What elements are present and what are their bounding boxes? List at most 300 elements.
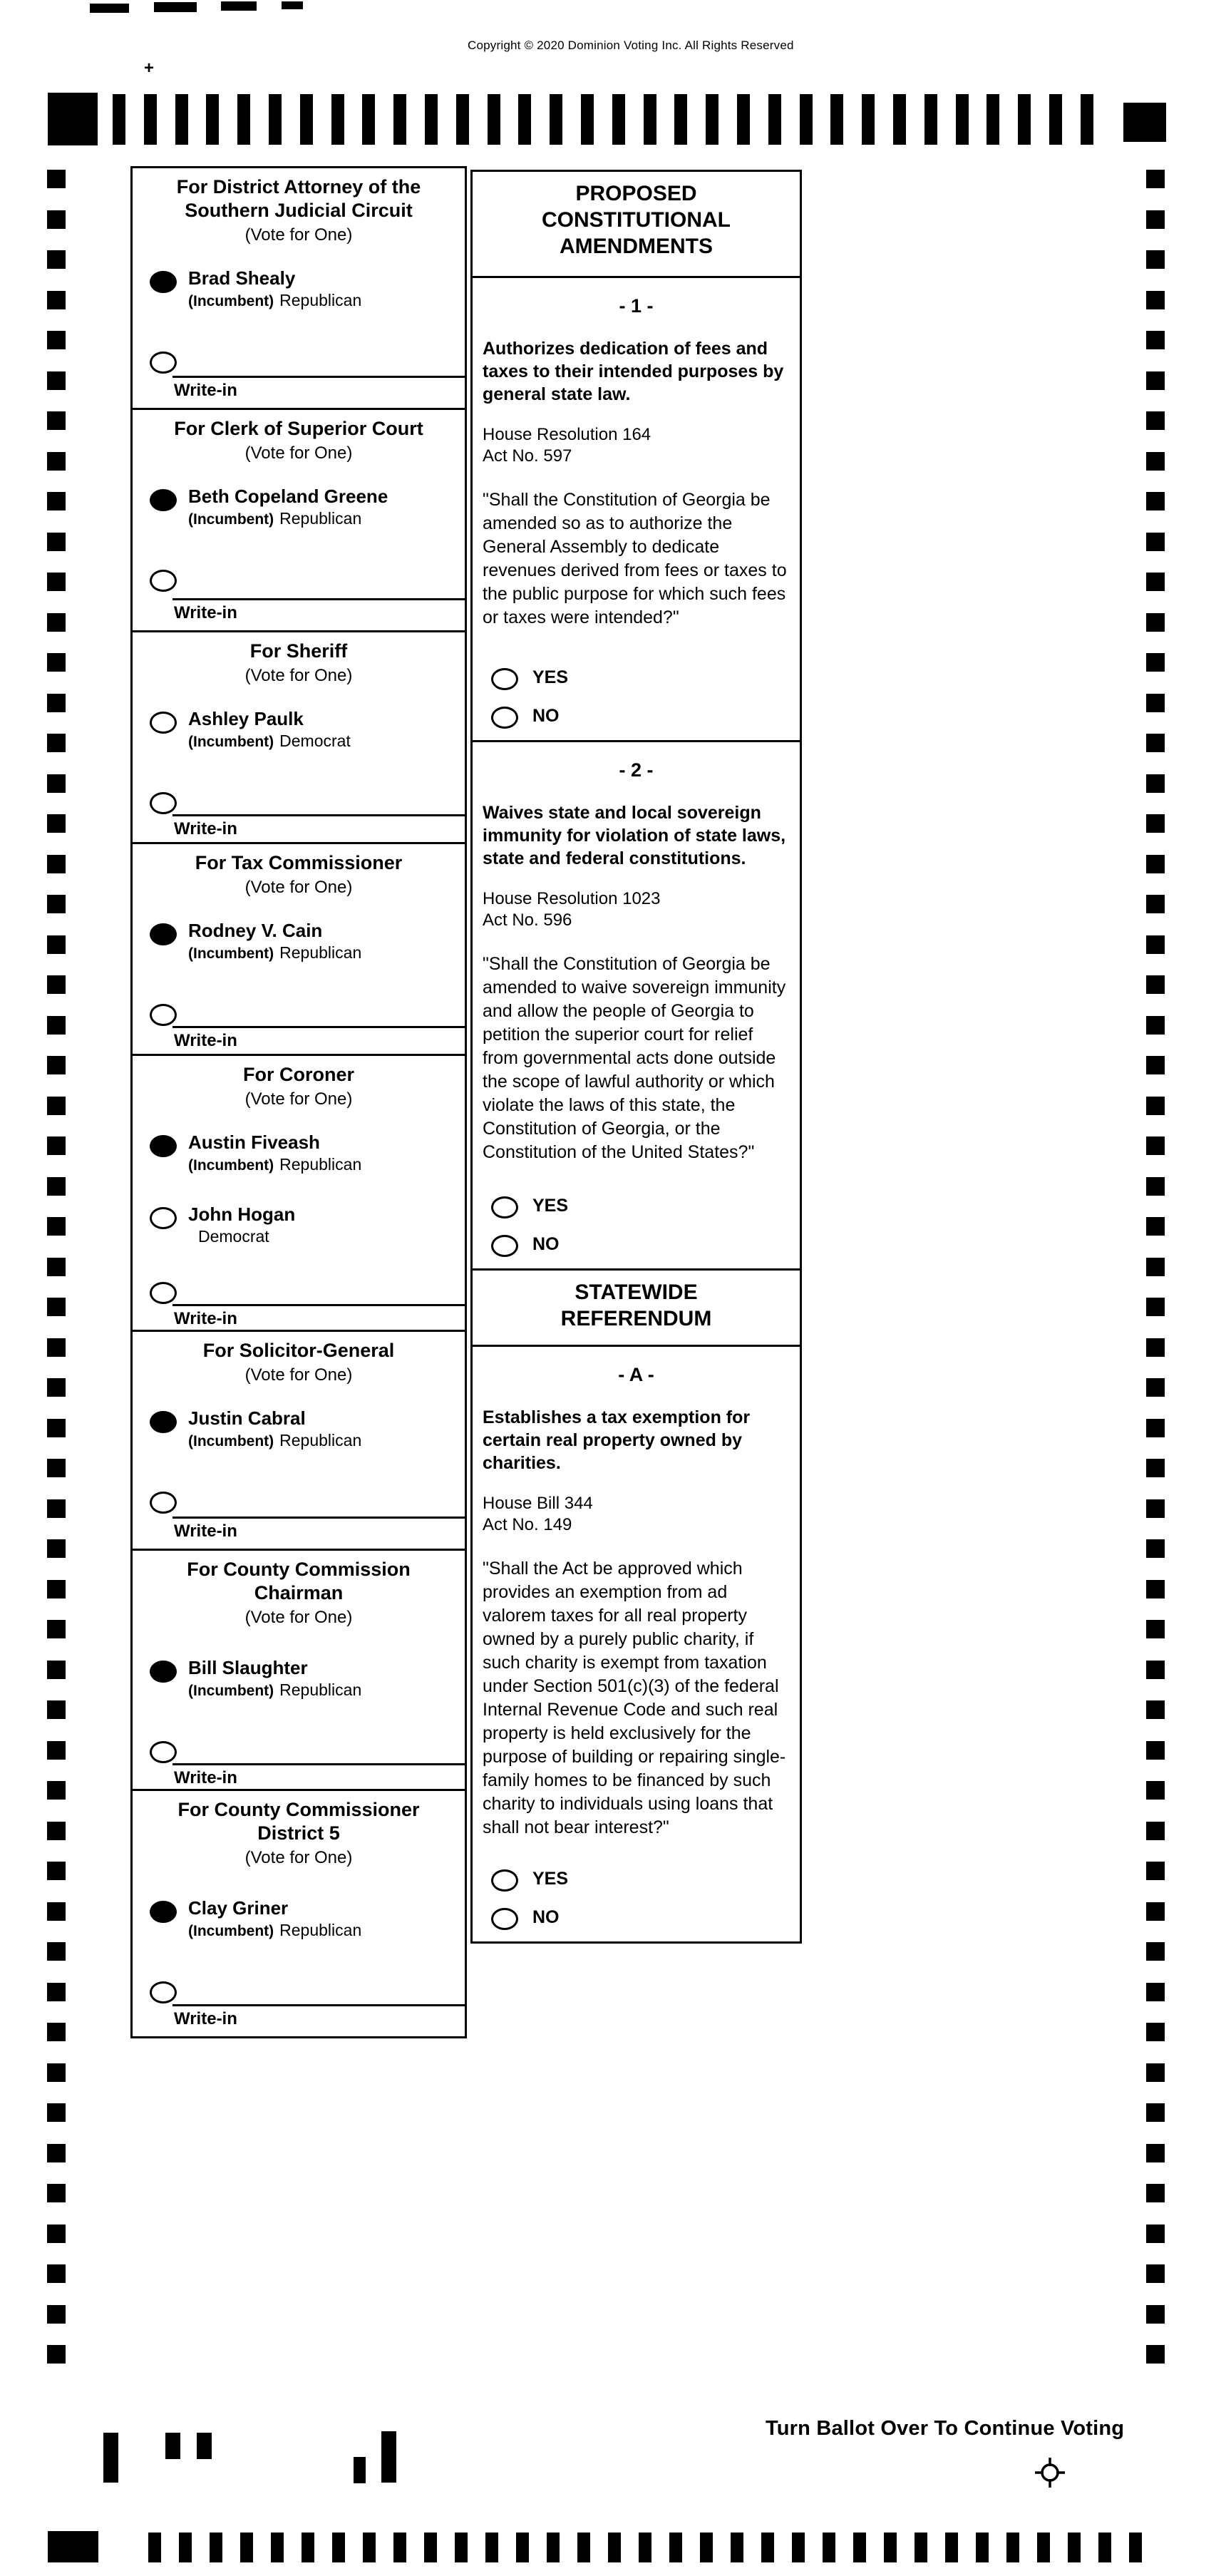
timing-mark <box>792 2533 805 2562</box>
timing-mark <box>47 291 66 309</box>
turn-ballot-over-text: Turn Ballot Over To Continue Voting <box>766 2417 1125 2440</box>
timing-mark <box>1146 1539 1165 1558</box>
timing-mark <box>862 94 875 145</box>
timing-mark <box>47 895 66 913</box>
timing-mark <box>47 1136 66 1155</box>
timing-mark <box>179 2533 192 2562</box>
measure-question: "Shall the Act be approved which provides an exemption from ad valorem taxes for all real property owned by a purely public charity, if such charity is exempt from taxation under Section 501(c)(3) of the federal Internal Revenue Code and such real property is held exclusively for the purpose of building or repairing single-family homes to be financed by such charity to individuals using loans that shall not bear interest?" <box>483 1559 786 1837</box>
no-option[interactable] <box>483 703 790 729</box>
timing-mark <box>1146 411 1165 430</box>
timing-mark <box>761 2533 774 2562</box>
filled-oval[interactable] <box>150 1411 177 1433</box>
timing-mark <box>47 2023 66 2041</box>
timing-mark <box>1146 573 1165 591</box>
timing-mark <box>47 170 66 188</box>
timing-mark <box>148 2533 161 2562</box>
timing-mark <box>455 2533 468 2562</box>
write-in-oval-row <box>133 1488 465 1514</box>
timing-mark <box>518 94 531 145</box>
timing-mark <box>47 1499 66 1518</box>
yes-option[interactable] <box>483 1193 790 1218</box>
measure-referendum-a <box>470 1345 802 1944</box>
candidate-party <box>188 943 361 963</box>
candidate-row <box>133 1132 465 1175</box>
filled-oval[interactable] <box>150 1901 177 1923</box>
timing-mark <box>577 2533 590 2562</box>
empty-oval[interactable] <box>150 792 177 814</box>
contest-title: District 5 <box>257 1822 340 1844</box>
empty-oval[interactable] <box>150 1282 177 1304</box>
scan-artifact <box>90 4 129 13</box>
timing-mark <box>956 94 969 145</box>
timing-mark <box>1146 1136 1165 1155</box>
timing-mark <box>47 774 66 793</box>
candidate-party <box>188 1431 361 1451</box>
copyright-line: Copyright © 2020 Dominion Voting Inc. All Rights Reserved <box>468 39 794 52</box>
timing-mark <box>47 331 66 349</box>
contest-county-commission-chairman <box>130 1549 467 1791</box>
measure-summary: Authorizes dedication of fees and taxes to their intended purposes by general state law. <box>483 339 784 404</box>
timing-mark <box>47 2063 66 2082</box>
barcode-bar <box>197 2433 212 2459</box>
timing-mark <box>1146 1580 1165 1599</box>
party-label: Republican <box>279 1680 362 1699</box>
contest-title: For District Attorney of the <box>176 176 421 197</box>
timing-mark <box>47 2264 66 2283</box>
timing-mark <box>47 1258 66 1276</box>
header-line: AMENDMENTS <box>560 235 713 258</box>
contest-title: For Coroner <box>242 1064 354 1085</box>
timing-mark <box>1146 1661 1165 1679</box>
timing-mark <box>1146 1258 1165 1276</box>
reference-line: Act No. 596 <box>483 910 572 930</box>
empty-oval[interactable] <box>150 1741 177 1763</box>
filled-oval[interactable] <box>150 271 177 293</box>
incumbent-label: (Incumbent) <box>188 734 274 750</box>
timing-mark <box>47 1097 66 1115</box>
contest-header <box>133 844 465 898</box>
contest-title: For Solicitor-General <box>202 1340 395 1361</box>
write-in-area[interactable] <box>172 1517 465 1549</box>
measure-amendment-2 <box>470 740 802 1271</box>
vote-instruction: (Vote for One) <box>244 1848 353 1867</box>
measure-references <box>483 1493 790 1536</box>
timing-mark <box>1146 734 1165 752</box>
timing-mark <box>1129 2533 1142 2562</box>
timing-mark <box>47 1298 66 1316</box>
timing-mark <box>915 2533 927 2562</box>
timing-mark <box>639 2533 651 2562</box>
timing-mark <box>302 2533 314 2562</box>
timing-mark <box>47 2144 66 2162</box>
measure-vote-options <box>483 1180 790 1268</box>
empty-oval[interactable] <box>491 1908 518 1930</box>
candidate-info <box>188 920 361 963</box>
candidate-party <box>188 291 361 311</box>
filled-oval[interactable] <box>150 923 177 945</box>
timing-mark <box>269 94 282 145</box>
contest-header <box>133 168 465 246</box>
timing-mark <box>800 94 813 145</box>
candidate-name: Justin Cabral <box>188 1407 306 1429</box>
write-in-area[interactable] <box>172 814 465 846</box>
candidate-party <box>188 1227 295 1246</box>
registration-crosshair-icon <box>1033 2456 1067 2490</box>
incumbent-label: (Incumbent) <box>188 1433 274 1449</box>
timing-mark <box>456 94 469 145</box>
write-in-area[interactable] <box>172 598 465 630</box>
measure-references <box>483 888 790 931</box>
timing-mark <box>1146 1983 1165 2001</box>
timing-mark <box>47 653 66 672</box>
timing-mark <box>1146 653 1165 672</box>
timing-mark <box>731 2533 743 2562</box>
no-label: NO <box>532 1233 560 1254</box>
reference-line: House Resolution 1023 <box>483 889 661 908</box>
timing-mark <box>425 94 438 145</box>
timing-mark <box>47 2305 66 2324</box>
timing-mark <box>768 94 781 145</box>
timing-mark <box>47 1661 66 1679</box>
timing-mark <box>1018 94 1031 145</box>
timing-mark <box>1146 855 1165 873</box>
timing-mark <box>1098 2533 1111 2562</box>
party-label: Republican <box>279 1431 362 1449</box>
candidate-info <box>188 1657 361 1700</box>
contest-title: For County Commission <box>187 1559 411 1580</box>
no-option[interactable] <box>483 1231 790 1257</box>
timing-mark <box>332 2533 345 2562</box>
header-line: REFERENDUM <box>560 1307 712 1330</box>
measure-number: - A - <box>618 1364 654 1385</box>
yes-label: YES <box>532 1868 569 1889</box>
timing-mark <box>47 935 66 954</box>
measure-vote-options <box>483 1853 790 1941</box>
timing-mark <box>893 94 906 145</box>
timing-mark <box>1146 1700 1165 1719</box>
timing-mark <box>47 533 66 551</box>
timing-mark <box>1146 2023 1165 2041</box>
timing-mark <box>1146 2305 1165 2324</box>
timing-mark <box>47 855 66 873</box>
scan-artifact <box>221 1 257 11</box>
timing-mark <box>47 2225 66 2243</box>
timing-mark <box>1146 1862 1165 1880</box>
timing-block-top-right <box>1123 103 1166 142</box>
timing-mark <box>47 814 66 833</box>
measures-column <box>470 170 802 1944</box>
scan-artifact <box>154 2 197 12</box>
timing-mark <box>1146 291 1165 309</box>
reference-line: Act No. 597 <box>483 446 572 466</box>
timing-mark <box>1146 1097 1165 1115</box>
timing-mark <box>1146 694 1165 712</box>
candidate-row <box>133 1657 465 1700</box>
timing-mark <box>823 2533 835 2562</box>
empty-oval[interactable] <box>150 1207 177 1229</box>
no-option[interactable] <box>483 1904 790 1930</box>
empty-oval[interactable] <box>150 570 177 592</box>
candidate-name: John Hogan <box>188 1204 296 1225</box>
timing-mark <box>363 2533 376 2562</box>
empty-oval[interactable] <box>150 1981 177 2003</box>
measure-summary: Establishes a tax exemption for certain real property owned by charities. <box>483 1407 751 1473</box>
contest-solicitor-general <box>130 1330 467 1551</box>
write-in-label: Write-in <box>174 1309 237 1328</box>
contest-header <box>133 1791 465 1869</box>
timing-mark <box>47 1781 66 1800</box>
timing-mark <box>47 1700 66 1719</box>
measure-amendment-1 <box>470 276 802 742</box>
timing-mark <box>853 2533 866 2562</box>
candidate-party <box>188 1155 361 1175</box>
candidate-row <box>133 1204 465 1246</box>
filled-oval[interactable] <box>150 1135 177 1157</box>
timing-mark <box>1146 1781 1165 1800</box>
party-label: Republican <box>279 291 362 309</box>
timing-mark <box>1146 371 1165 390</box>
contest-sheriff <box>130 630 467 844</box>
timing-block-bottom-left <box>48 2531 98 2562</box>
empty-oval[interactable] <box>150 1492 177 1514</box>
write-in-label: Write-in <box>174 1768 237 1787</box>
timing-mark <box>47 371 66 390</box>
timing-mark <box>485 2533 498 2562</box>
contest-title: For Tax Commissioner <box>195 852 403 873</box>
measure-summary: Waives state and local sovereign immunity for violation of state laws, state and federal constitutions. <box>483 803 786 868</box>
contest-clerk-superior-court <box>130 408 467 632</box>
write-in-label: Write-in <box>174 381 237 400</box>
empty-oval[interactable] <box>150 351 177 374</box>
candidate-name: Brad Shealy <box>188 267 296 289</box>
candidate-name: Austin Fiveash <box>188 1132 320 1153</box>
contest-header <box>133 632 465 687</box>
vote-instruction: (Vote for One) <box>244 1608 353 1627</box>
candidate-name: Bill Slaughter <box>188 1657 308 1678</box>
write-in-oval-row <box>133 1000 465 1026</box>
timing-mark <box>47 975 66 994</box>
candidate-row <box>133 267 465 311</box>
timing-mark <box>47 1741 66 1760</box>
timing-mark <box>1146 975 1165 994</box>
timing-mark <box>581 94 594 145</box>
plus-registration-mark: + <box>144 58 155 78</box>
yes-option[interactable] <box>483 1866 790 1892</box>
contest-header <box>133 1551 465 1628</box>
measure-question: "Shall the Constitution of Georgia be amended so as to authorize the General Assembly to dedicate revenues derived from fees or taxes to the public purpose for which such fees or taxes were intended?" <box>483 490 787 627</box>
barcode-bar <box>165 2433 180 2459</box>
timing-mark <box>47 1942 66 1961</box>
timing-mark <box>1146 1822 1165 1840</box>
timing-mark <box>362 94 375 145</box>
filled-oval[interactable] <box>150 489 177 511</box>
contest-district-attorney <box>130 166 467 410</box>
timing-mark <box>516 2533 529 2562</box>
timing-mark <box>331 94 344 145</box>
stub-number: 20 <box>381 2447 393 2459</box>
timing-mark <box>612 94 625 145</box>
timing-mark <box>1146 2264 1165 2283</box>
timing-mark <box>1146 331 1165 349</box>
timing-mark <box>47 1620 66 1638</box>
timing-mark <box>547 2533 560 2562</box>
timing-mark <box>113 94 125 145</box>
timing-mark <box>700 2533 713 2562</box>
write-in-label: Write-in <box>174 603 237 622</box>
timing-mark <box>424 2533 437 2562</box>
timing-mark <box>608 2533 621 2562</box>
barcode-bar <box>354 2457 366 2483</box>
candidate-name: Rodney V. Cain <box>188 920 323 941</box>
timing-mark <box>1146 1902 1165 1921</box>
timing-mark <box>737 94 750 145</box>
timing-mark <box>47 2184 66 2202</box>
timing-mark <box>1146 1016 1165 1035</box>
empty-oval[interactable] <box>150 1004 177 1026</box>
timing-mark <box>1146 1499 1165 1518</box>
timing-mark <box>47 210 66 229</box>
party-label: Republican <box>279 509 362 528</box>
contest-title: For Clerk of Superior Court <box>174 418 423 439</box>
candidate-row <box>133 1897 465 1941</box>
empty-oval[interactable] <box>491 1196 518 1218</box>
vote-instruction: (Vote for One) <box>244 878 353 897</box>
timing-mark <box>47 2103 66 2122</box>
candidate-name: Ashley Paulk <box>188 708 304 729</box>
timing-mark <box>237 94 250 145</box>
timing-mark <box>300 94 313 145</box>
measure-references <box>483 424 790 467</box>
header-line: PROPOSED <box>575 182 697 205</box>
write-in-oval-row <box>133 566 465 592</box>
empty-oval[interactable] <box>150 712 177 734</box>
vote-instruction: (Vote for One) <box>244 225 353 245</box>
write-in-oval-row <box>133 1278 465 1304</box>
vote-instruction: (Vote for One) <box>244 1089 353 1109</box>
timing-mark <box>1146 210 1165 229</box>
empty-oval[interactable] <box>491 668 518 690</box>
timing-mark <box>1081 94 1093 145</box>
timing-mark <box>47 2345 66 2364</box>
timing-mark <box>271 2533 284 2562</box>
timing-mark <box>47 1580 66 1599</box>
candidate-info <box>188 1204 295 1246</box>
timing-mark <box>1146 1338 1165 1357</box>
incumbent-label: (Incumbent) <box>188 945 274 962</box>
party-label: Republican <box>279 1921 362 1939</box>
timing-mark <box>674 94 687 145</box>
reference-line: Act No. 149 <box>483 1515 572 1534</box>
timing-mark <box>47 1378 66 1397</box>
timing-mark <box>1146 814 1165 833</box>
timing-mark <box>393 2533 406 2562</box>
timing-mark <box>1146 452 1165 471</box>
timing-mark <box>1146 774 1165 793</box>
timing-mark <box>210 2533 222 2562</box>
write-in-label: Write-in <box>174 1031 237 1050</box>
timing-mark <box>830 94 843 145</box>
contest-title: For Sheriff <box>249 640 348 662</box>
candidate-info <box>188 486 388 529</box>
timing-mark <box>1146 492 1165 510</box>
scan-artifact <box>282 1 303 9</box>
measure-number: - 1 - <box>619 295 654 317</box>
incumbent-label: (Incumbent) <box>188 511 274 528</box>
timing-mark <box>47 452 66 471</box>
timing-mark <box>144 94 157 145</box>
write-in-oval-row <box>133 348 465 374</box>
timing-mark <box>488 94 500 145</box>
candidate-row <box>133 486 465 529</box>
timing-mark <box>47 694 66 712</box>
timing-mark <box>47 734 66 752</box>
timing-mark <box>47 1016 66 1035</box>
contest-header <box>133 410 465 464</box>
timing-mark <box>47 492 66 510</box>
timing-mark <box>1146 2184 1165 2202</box>
amendments-header <box>470 170 802 278</box>
timing-mark <box>945 2533 958 2562</box>
candidate-info <box>188 1132 361 1175</box>
reference-line: House Bill 344 <box>483 1494 593 1513</box>
timing-block-top-left <box>48 93 98 145</box>
no-label: NO <box>532 1907 560 1927</box>
empty-oval[interactable] <box>491 1235 518 1257</box>
write-in-label: Write-in <box>174 2009 237 2028</box>
timing-mark <box>644 94 656 145</box>
contest-header <box>133 1332 465 1386</box>
write-in-area[interactable] <box>172 376 465 408</box>
party-label: Democrat <box>198 1227 269 1246</box>
timing-mark <box>47 411 66 430</box>
timing-mark <box>1146 1419 1165 1437</box>
incumbent-label: (Incumbent) <box>188 293 274 309</box>
write-in-area[interactable] <box>172 1026 465 1058</box>
contest-column <box>130 166 467 2038</box>
contest-tax-commissioner <box>130 842 467 1056</box>
vote-instruction: (Vote for One) <box>244 666 353 685</box>
write-in-area[interactable] <box>172 2004 465 2036</box>
empty-oval[interactable] <box>491 707 518 729</box>
timing-mark <box>1146 2345 1165 2364</box>
timing-mark <box>47 613 66 632</box>
candidate-row <box>133 920 465 963</box>
timing-mark <box>206 94 219 145</box>
timing-mark <box>47 1983 66 2001</box>
timing-mark <box>1146 1177 1165 1196</box>
timing-mark <box>1146 1459 1165 1477</box>
empty-oval[interactable] <box>491 1869 518 1892</box>
timing-mark <box>47 1822 66 1840</box>
timing-mark <box>47 1177 66 1196</box>
timing-mark <box>1049 94 1062 145</box>
party-label: Republican <box>279 1155 362 1174</box>
write-in-oval-row <box>133 1738 465 1763</box>
yes-option[interactable] <box>483 664 790 690</box>
timing-mark <box>1146 895 1165 913</box>
write-in-oval-row <box>133 789 465 814</box>
candidate-name: Beth Copeland Greene <box>188 486 388 507</box>
yes-label: YES <box>532 667 569 687</box>
timing-mark <box>47 1902 66 1921</box>
timing-mark <box>240 2533 253 2562</box>
timing-mark <box>47 1862 66 1880</box>
candidate-info <box>188 708 351 751</box>
timing-mark <box>1146 1378 1165 1397</box>
filled-oval[interactable] <box>150 1661 177 1683</box>
timing-mark <box>987 94 999 145</box>
party-label: Republican <box>279 943 362 962</box>
